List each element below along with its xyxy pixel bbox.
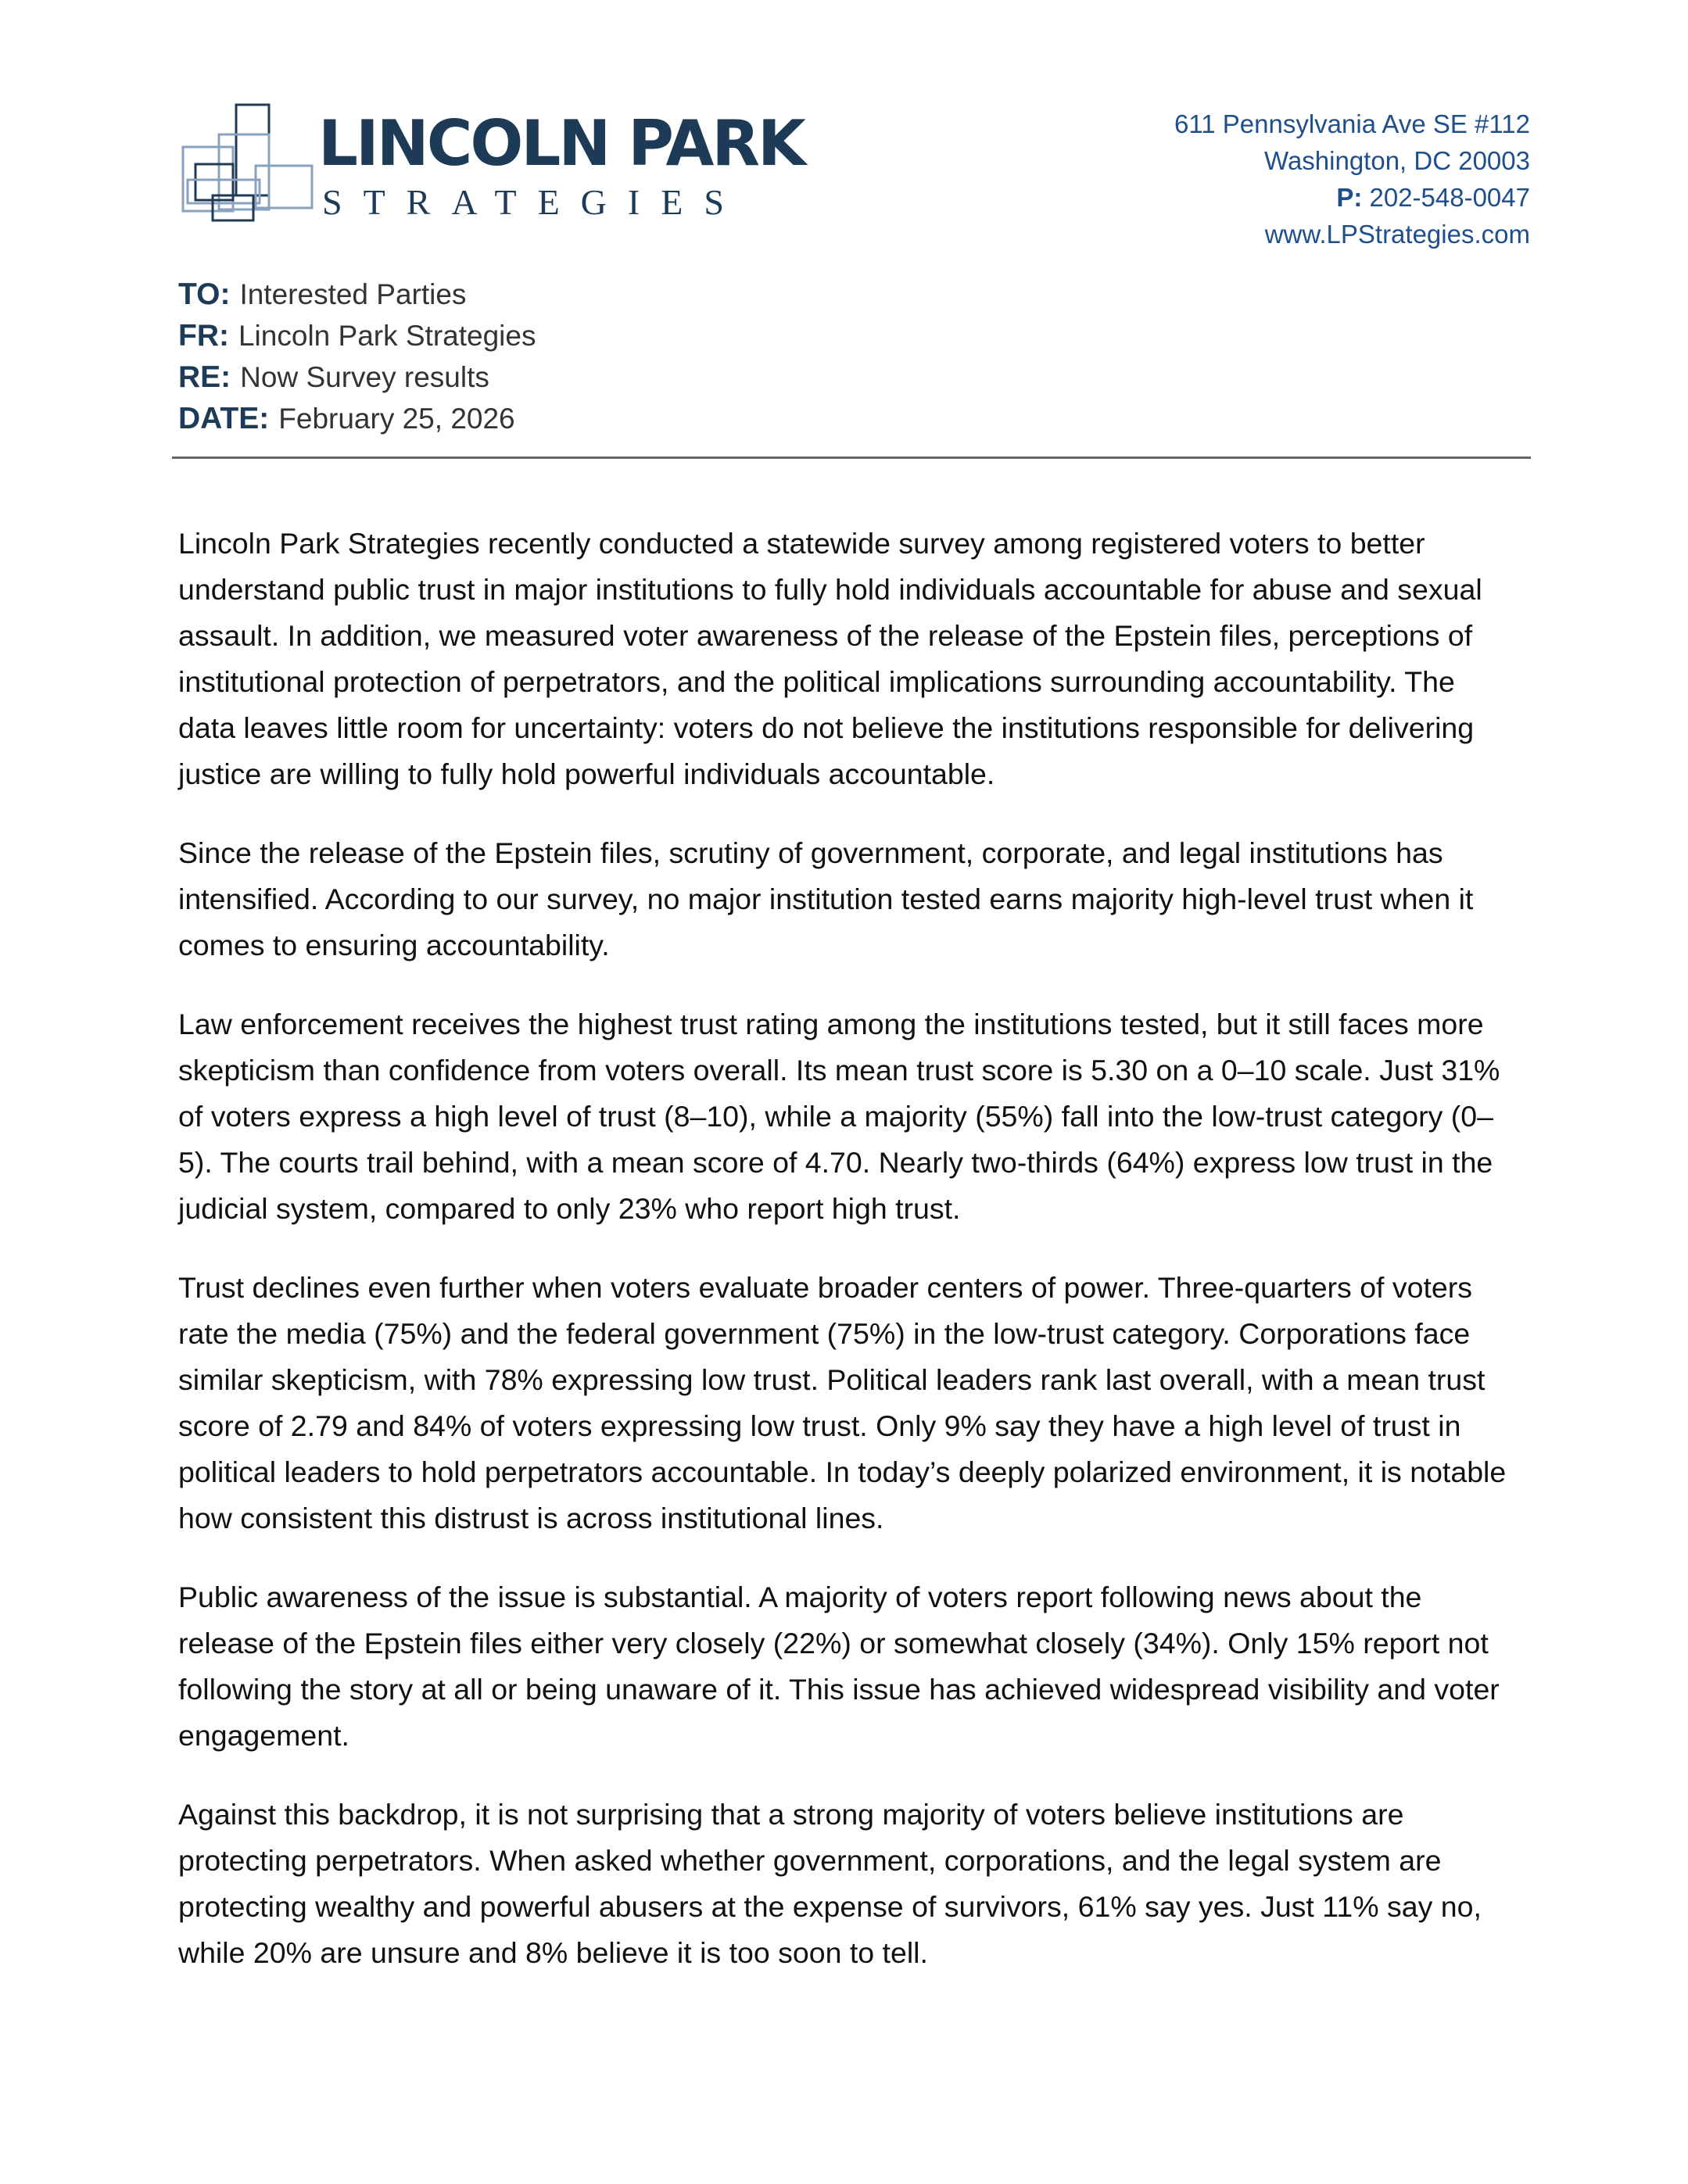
body-paragraph: Since the release of the Epstein files, scrutiny of government, corporate, and legal institutions has intensified. According to our survey, no major institution tested earns majority high-level trust when it comes to ensuring accountability.: [178, 836, 1474, 961]
logo-wordmark: LINCOLN PARK: [318, 107, 804, 180]
memo-from-value: Lincoln Park Strategies: [238, 320, 536, 352]
header-divider: [172, 456, 1531, 459]
address-phone-line: [1174, 179, 1530, 216]
body-paragraph: Against this backdrop, it is not surprising that a strong majority of voters believe institutions are protecting perpetrators. When asked whether government, corporations, and the legal system are protecting wealthy and powerful abusers at the expense of survivors, 61% say yes. Just 11% say no, while 20% are unsure and 8% believe it is too soon to tell.: [178, 1798, 1482, 1969]
memo-date-value: February 25, 2026: [278, 403, 515, 435]
overlapping-rectangles-logo-icon: [181, 102, 322, 227]
memo-to-value: Interested Parties: [239, 278, 467, 310]
website-link[interactable]: www.LPStrategies.com: [1264, 220, 1530, 249]
memo-from-label: FR:: [178, 319, 229, 353]
logo-subtitle: STRATEGIES: [322, 182, 745, 222]
memo-date-label: DATE:: [178, 402, 270, 435]
company-logo: [181, 102, 804, 227]
body-paragraph: Trust declines even further when voters evaluate broader centers of power. Three-quarters of voters rate the media (75%) and the federal government (75%) in the low-trust category. Corporations face similar skepticism, with 78% expressing low trust. Political leaders rank last overall, with a mean trust score of 2.79 and 84% of voters expressing low trust. Only 9% say they have a high level of trust in political leaders to hold perpetrators accountable. In today’s deeply polarized environment, it is notable how consistent this distrust is across institutional lines.: [178, 1271, 1507, 1534]
address-city: Washington, DC 20003: [1264, 146, 1530, 175]
body-paragraph: Law enforcement receives the highest trust rating among the institutions tested, but it still faces more skepticism than confidence from voters overall. Its mean trust score is 5.30 on a 0–10 scale. Just 31% of voters express a high level of trust (8–10), while a majority (55%) fall into the low-trust category (0–5). The courts trail behind, with a mean score of 4.70. Nearly two-thirds (64%) express low trust in the judicial system, compared to only 23% who report high trust.: [178, 1008, 1500, 1225]
body-paragraph: Lincoln Park Strategies recently conducted a statewide survey among registered voters to better understand public trust in major institutions to fully hold individuals accountable for abuse and sexual assault. In addition, we measured voter awareness of the release of the Epstein files, perceptions of institutional protection of perpetrators, and the political implications surrounding accountability. The data leaves little room for uncertainty: voters do not believe the institutions responsible for delivering justice are willing to fully hold powerful individuals accountable.: [178, 527, 1482, 790]
memo-to-row: [178, 274, 536, 315]
memo-date-row: [178, 398, 536, 439]
memo-re-value: Now Survey results: [240, 361, 489, 393]
phone-number: 202-548-0047: [1369, 183, 1530, 212]
body-paragraph: Public awareness of the issue is substantial. A majority of voters report following news about the release of the Epstein files either very closely (22%) or somewhat closely (34%). Only 15% report not following the story at all or being unaware of it. This issue has achieved widespread visibility and voter engagement.: [178, 1581, 1500, 1752]
memo-to-label: TO:: [178, 277, 231, 311]
address-street: 611 Pennsylvania Ave SE #112: [1174, 109, 1530, 138]
memo-re-label: RE:: [178, 360, 231, 394]
memo-body: [178, 521, 1507, 2009]
memo-re-row: [178, 356, 536, 398]
phone-label: P:: [1336, 183, 1363, 212]
memo-header: [178, 274, 536, 439]
contact-address: [1174, 106, 1530, 252]
memo-from-row: [178, 315, 536, 356]
